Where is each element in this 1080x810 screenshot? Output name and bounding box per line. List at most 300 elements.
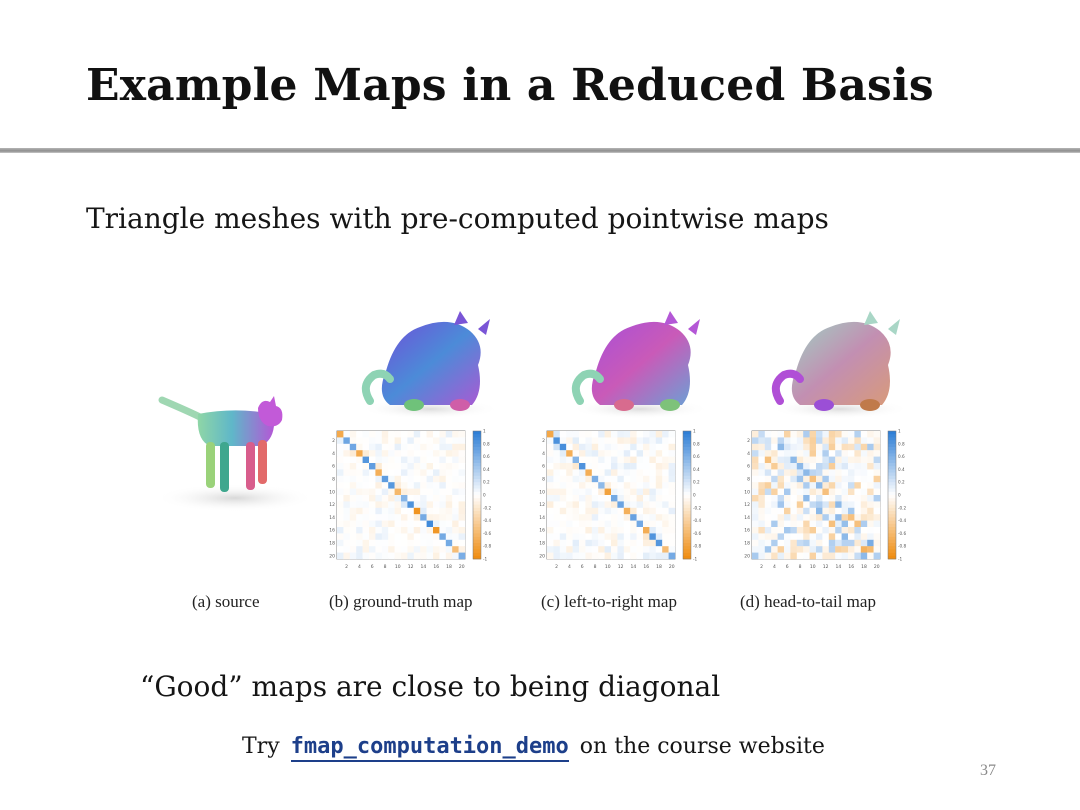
matrix-cell xyxy=(382,514,389,521)
matrix-cell xyxy=(388,482,395,489)
matrix-cell xyxy=(547,463,554,470)
matrix-cell xyxy=(407,514,414,521)
matrix-cell xyxy=(784,457,791,464)
colorbar-segment xyxy=(888,489,896,493)
matrix-cell xyxy=(427,540,434,547)
matrix-cell xyxy=(605,514,612,521)
matrix-cell xyxy=(452,527,459,534)
matrix-cell xyxy=(637,508,644,515)
matrix-cell xyxy=(758,489,765,496)
matrix-cell xyxy=(790,482,797,489)
matrix-cell xyxy=(598,489,605,496)
matrix-cell xyxy=(356,553,363,560)
matrix-cell xyxy=(363,469,370,476)
matrix-cell xyxy=(656,495,663,502)
matrix-cell xyxy=(337,521,344,528)
matrix-cell xyxy=(427,527,434,534)
matrix-cell xyxy=(459,546,466,553)
matrix-cell xyxy=(771,482,778,489)
colorbar-tick: 0.2 xyxy=(483,479,490,485)
matrix-cell xyxy=(771,527,778,534)
matrix-cell xyxy=(369,476,376,483)
matrix-cell xyxy=(758,482,765,489)
matrix-cell xyxy=(585,495,592,502)
colorbar-tick: 0 xyxy=(693,492,696,498)
matrix-cell xyxy=(382,521,389,528)
matrix-cell xyxy=(803,514,810,521)
matrix-cell xyxy=(656,527,663,534)
matrix-cell xyxy=(605,476,612,483)
matrix-cell xyxy=(395,514,402,521)
matrix-cell xyxy=(433,469,440,476)
matrix-cell xyxy=(816,533,823,540)
matrix-cell xyxy=(771,546,778,553)
matrix-cell xyxy=(797,463,804,470)
matrix-cell xyxy=(842,482,849,489)
matrix-cell xyxy=(669,463,676,470)
matrix-cell xyxy=(649,527,656,534)
colorbar-segment xyxy=(683,549,691,553)
matrix-cell xyxy=(433,540,440,547)
matrix-cell xyxy=(414,437,421,444)
fmap-demo-link[interactable]: fmap_computation_demo xyxy=(291,734,569,762)
matrix-cell xyxy=(829,463,836,470)
matrix-y-tick: 6 xyxy=(332,464,335,470)
colorbar-segment xyxy=(683,469,691,473)
matrix-cell xyxy=(369,450,376,457)
matrix-cell xyxy=(579,508,586,515)
matrix-cell xyxy=(656,521,663,528)
matrix-cell xyxy=(452,533,459,540)
matrix-cell xyxy=(790,476,797,483)
matrix-cell xyxy=(771,457,778,464)
matrix-cell xyxy=(842,553,849,560)
matrix-cell xyxy=(867,495,874,502)
matrix-x-tick: 16 xyxy=(643,565,650,570)
matrix-cell xyxy=(547,482,554,489)
matrix-y-tick: 12 xyxy=(329,503,335,509)
matrix-cell xyxy=(350,437,357,444)
matrix-cell xyxy=(573,540,580,547)
matrix-cell xyxy=(395,444,402,451)
matrix-cell xyxy=(617,457,624,464)
colorbar-segment xyxy=(473,553,481,557)
matrix-cell xyxy=(803,457,810,464)
matrix-cell xyxy=(797,437,804,444)
colorbar-segment xyxy=(888,460,896,464)
matrix-cell xyxy=(797,533,804,540)
matrix-cell xyxy=(765,514,772,521)
matrix-cell xyxy=(553,546,560,553)
matrix-cell xyxy=(401,553,408,560)
matrix-cell xyxy=(439,540,446,547)
matrix-cell xyxy=(637,514,644,521)
matrix-cell xyxy=(566,540,573,547)
matrix-cell xyxy=(874,444,881,451)
matrix-cell xyxy=(649,444,656,451)
matrix-cell xyxy=(553,463,560,470)
matrix-cell xyxy=(566,444,573,451)
matrix-cell xyxy=(363,527,370,534)
matrix-cell xyxy=(439,533,446,540)
matrix-cell xyxy=(669,546,676,553)
matrix-cell xyxy=(778,514,785,521)
matrix-x-tick: 6 xyxy=(580,565,584,570)
matrix-cell xyxy=(778,476,785,483)
matrix-cell xyxy=(611,514,618,521)
matrix-cell xyxy=(598,431,605,438)
matrix-cell xyxy=(433,463,440,470)
matrix-cell xyxy=(617,508,624,515)
matrix-cell xyxy=(382,546,389,553)
matrix-cell xyxy=(446,476,453,483)
matrix-cell xyxy=(611,495,618,502)
matrix-cell xyxy=(592,540,599,547)
matrix-cell xyxy=(822,444,829,451)
colorbar-segment xyxy=(683,540,691,544)
matrix-cell xyxy=(553,489,560,496)
caption-left-to-right: (c) left-to-right map xyxy=(541,592,677,611)
colorbar-segment xyxy=(683,453,691,457)
matrix-cell xyxy=(771,431,778,438)
matrix-cell xyxy=(765,540,772,547)
matrix-cell xyxy=(816,476,823,483)
matrix-cell xyxy=(452,495,459,502)
matrix-cell xyxy=(553,533,560,540)
matrix-cell xyxy=(611,444,618,451)
matrix-cell xyxy=(382,527,389,534)
matrix-cell xyxy=(630,489,637,496)
colorbar-segment xyxy=(683,511,691,515)
colorbar-segment xyxy=(473,460,481,464)
colorbar-segment xyxy=(888,543,896,547)
matrix-cell xyxy=(784,469,791,476)
matrix-cell xyxy=(388,521,395,528)
matrix-cell xyxy=(573,450,580,457)
matrix-cell xyxy=(401,469,408,476)
matrix-cell xyxy=(446,553,453,560)
matrix-cell xyxy=(617,553,624,560)
matrix-cell xyxy=(579,489,586,496)
matrix-cell xyxy=(395,540,402,547)
matrix-cell xyxy=(375,469,382,476)
matrix-cell xyxy=(427,444,434,451)
matrix-cell xyxy=(343,444,350,451)
matrix-cell xyxy=(356,431,363,438)
matrix-cell xyxy=(624,501,631,508)
colorbar-segment xyxy=(683,524,691,528)
matrix-cell xyxy=(784,437,791,444)
matrix-cell xyxy=(566,457,573,464)
matrix-cell xyxy=(560,508,567,515)
matrix-cell xyxy=(624,450,631,457)
matrix-cell xyxy=(585,514,592,521)
matrix-cell xyxy=(816,521,823,528)
matrix-cell xyxy=(350,476,357,483)
matrix-cell xyxy=(446,437,453,444)
matrix-cell xyxy=(803,431,810,438)
matrix-cell xyxy=(643,489,650,496)
matrix-cell xyxy=(605,546,612,553)
matrix-cell xyxy=(854,450,861,457)
matrix-cell xyxy=(414,450,421,457)
matrix-cell xyxy=(369,553,376,560)
matrix-cell xyxy=(867,540,874,547)
matrix-cell xyxy=(848,546,855,553)
matrix-cell xyxy=(874,540,881,547)
matrix-cell xyxy=(835,457,842,464)
matrix-cell xyxy=(439,476,446,483)
matrix-cell xyxy=(669,521,676,528)
matrix-cell xyxy=(420,533,427,540)
matrix-cell xyxy=(643,476,650,483)
matrix-cell xyxy=(643,431,650,438)
matrix-x-tick: 4 xyxy=(567,565,571,570)
matrix-cell xyxy=(656,489,663,496)
colorbar-tick: 0.6 xyxy=(483,454,490,460)
matrix-cell xyxy=(797,457,804,464)
matrix-cell xyxy=(356,444,363,451)
matrix-cell xyxy=(822,521,829,528)
matrix-cell xyxy=(427,476,434,483)
matrix-cell xyxy=(388,546,395,553)
matrix-cell xyxy=(343,495,350,502)
matrix-x-tick: 10 xyxy=(604,565,611,570)
matrix-cell xyxy=(414,501,421,508)
matrix-cell xyxy=(579,437,586,444)
colorbar-segment xyxy=(683,508,691,512)
matrix-cell xyxy=(649,553,656,560)
matrix-cell xyxy=(624,431,631,438)
matrix-cell xyxy=(854,482,861,489)
matrix-cell xyxy=(656,469,663,476)
colorbar-tick: 1 xyxy=(693,428,696,434)
matrix-cell xyxy=(842,533,849,540)
matrix-cell xyxy=(414,444,421,451)
matrix-cell xyxy=(592,444,599,451)
matrix-cell xyxy=(369,495,376,502)
matrix-cell xyxy=(758,508,765,515)
matrix-cell xyxy=(867,469,874,476)
matrix-cell xyxy=(822,431,829,438)
matrix-cell xyxy=(579,553,586,560)
matrix-cell xyxy=(605,527,612,534)
matrix-cell xyxy=(420,521,427,528)
matrix-cell xyxy=(790,469,797,476)
matrix-cell xyxy=(452,450,459,457)
matrix-cell xyxy=(566,533,573,540)
colorbar-segment xyxy=(888,508,896,512)
matrix-cell xyxy=(407,540,414,547)
matrix-cell xyxy=(363,482,370,489)
matrix-cell xyxy=(810,489,817,496)
matrix-cell xyxy=(778,457,785,464)
matrix-cell xyxy=(643,495,650,502)
matrix-cell xyxy=(771,450,778,457)
colorbar-segment xyxy=(473,479,481,483)
matrix-cell xyxy=(752,437,759,444)
matrix-cell xyxy=(630,482,637,489)
matrix-cell xyxy=(592,514,599,521)
matrix-cell xyxy=(617,482,624,489)
source-cat-image xyxy=(140,360,315,590)
matrix-cell xyxy=(643,540,650,547)
matrix-cell xyxy=(771,489,778,496)
matrix-cell xyxy=(867,450,874,457)
colorbar-segment xyxy=(888,517,896,521)
matrix-cell xyxy=(643,533,650,540)
matrix-cell xyxy=(867,463,874,470)
matrix-cell xyxy=(356,501,363,508)
matrix-cell xyxy=(669,469,676,476)
matrix-cell xyxy=(854,521,861,528)
matrix-cell xyxy=(611,463,618,470)
head-to-tail-matrix xyxy=(740,425,920,575)
matrix-cell xyxy=(624,437,631,444)
matrix-cell xyxy=(420,444,427,451)
matrix-x-tick: 12 xyxy=(407,565,414,570)
matrix-cell xyxy=(867,533,874,540)
matrix-cell xyxy=(848,482,855,489)
matrix-cell xyxy=(439,527,446,534)
matrix-cell xyxy=(861,527,868,534)
matrix-cell xyxy=(363,495,370,502)
matrix-cell xyxy=(560,463,567,470)
matrix-cell xyxy=(810,476,817,483)
matrix-cell xyxy=(822,527,829,534)
matrix-cell xyxy=(874,514,881,521)
colorbar-segment xyxy=(473,533,481,537)
matrix-cell xyxy=(656,450,663,457)
page-number: 37 xyxy=(980,762,996,779)
matrix-cell xyxy=(630,514,637,521)
matrix-cell xyxy=(401,501,408,508)
matrix-cell xyxy=(547,431,554,438)
matrix-cell xyxy=(433,527,440,534)
matrix-cell xyxy=(420,495,427,502)
colorbar-segment xyxy=(683,489,691,493)
matrix-cell xyxy=(420,431,427,438)
matrix-cell xyxy=(350,540,357,547)
matrix-cell xyxy=(790,450,797,457)
matrix-cell xyxy=(669,476,676,483)
matrix-cell xyxy=(784,521,791,528)
matrix-cell xyxy=(611,553,618,560)
matrix-cell xyxy=(598,476,605,483)
matrix-cell xyxy=(598,546,605,553)
matrix-cell xyxy=(369,489,376,496)
matrix-cell xyxy=(375,553,382,560)
colorbar-segment xyxy=(888,466,896,470)
matrix-cell xyxy=(439,521,446,528)
matrix-cell xyxy=(822,463,829,470)
matrix-cell xyxy=(401,463,408,470)
matrix-cell xyxy=(560,527,567,534)
matrix-cell xyxy=(758,514,765,521)
matrix-cell xyxy=(854,508,861,515)
matrix-cell xyxy=(388,437,395,444)
matrix-cell xyxy=(401,482,408,489)
matrix-cell xyxy=(829,527,836,534)
colorbar-segment xyxy=(683,479,691,483)
matrix-cell xyxy=(874,489,881,496)
colorbar-tick: -1 xyxy=(898,556,903,562)
matrix-cell xyxy=(560,431,567,438)
matrix-cell xyxy=(662,482,669,489)
matrix-cell xyxy=(835,533,842,540)
matrix-cell xyxy=(573,514,580,521)
matrix-cell xyxy=(637,540,644,547)
matrix-cell xyxy=(778,540,785,547)
colorbar-tick: -0.2 xyxy=(483,505,492,511)
matrix-cell xyxy=(382,501,389,508)
colorbar-tick: 1 xyxy=(483,428,486,434)
matrix-cell xyxy=(433,514,440,521)
matrix-cell xyxy=(598,514,605,521)
matrix-cell xyxy=(452,553,459,560)
matrix-cell xyxy=(630,450,637,457)
matrix-cell xyxy=(867,546,874,553)
matrix-cell xyxy=(395,527,402,534)
matrix-cell xyxy=(854,533,861,540)
matrix-cell xyxy=(547,540,554,547)
matrix-cell xyxy=(790,527,797,534)
matrix-cell xyxy=(579,463,586,470)
matrix-cell xyxy=(592,546,599,553)
matrix-cell xyxy=(637,463,644,470)
matrix-cell xyxy=(356,437,363,444)
matrix-cell xyxy=(382,553,389,560)
matrix-cell xyxy=(861,546,868,553)
matrix-cell xyxy=(388,553,395,560)
matrix-cell xyxy=(816,482,823,489)
matrix-cell xyxy=(598,437,605,444)
matrix-cell xyxy=(835,553,842,560)
matrix-cell xyxy=(669,431,676,438)
matrix-cell xyxy=(649,501,656,508)
matrix-cell xyxy=(669,437,676,444)
matrix-cell xyxy=(375,540,382,547)
matrix-cell xyxy=(771,463,778,470)
matrix-cell xyxy=(790,508,797,515)
matrix-cell xyxy=(547,495,554,502)
matrix-cell xyxy=(656,482,663,489)
matrix-cell xyxy=(842,476,849,483)
matrix-cell xyxy=(343,463,350,470)
matrix-cell xyxy=(861,553,868,560)
matrix-cell xyxy=(861,495,868,502)
matrix-cell xyxy=(848,501,855,508)
matrix-cell xyxy=(560,457,567,464)
matrix-cell xyxy=(433,437,440,444)
matrix-cell xyxy=(861,476,868,483)
colorbar-segment xyxy=(473,463,481,467)
matrix-cell xyxy=(854,553,861,560)
matrix-cell xyxy=(861,437,868,444)
matrix-cell xyxy=(356,463,363,470)
matrix-cell xyxy=(401,457,408,464)
matrix-cell xyxy=(369,457,376,464)
matrix-cell xyxy=(752,508,759,515)
matrix-cell xyxy=(778,437,785,444)
matrix-y-tick: 16 xyxy=(329,528,335,534)
matrix-cell xyxy=(662,514,669,521)
matrix-cell xyxy=(598,444,605,451)
matrix-cell xyxy=(375,508,382,515)
matrix-cell xyxy=(592,476,599,483)
matrix-cell xyxy=(643,450,650,457)
caption-head-to-tail: (d) head-to-tail map xyxy=(740,592,876,611)
